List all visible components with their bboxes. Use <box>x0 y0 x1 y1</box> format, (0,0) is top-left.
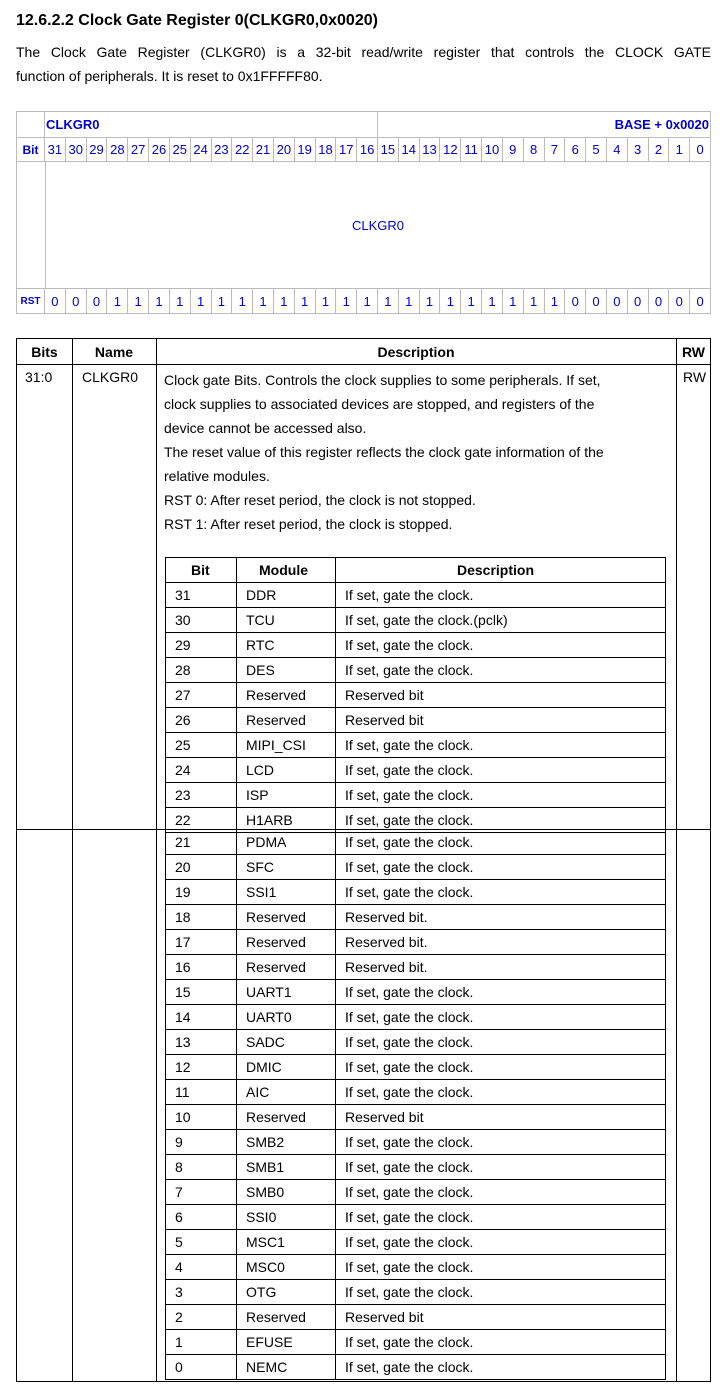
reset-value-cell: 1 <box>440 289 461 314</box>
module-table-header <box>166 558 665 583</box>
field-bits: 31:0 <box>25 369 53 385</box>
module-row <box>166 658 665 683</box>
module-name: TCU <box>246 612 275 628</box>
module-description: If set, gate the clock. <box>345 984 474 1000</box>
module-row <box>166 955 665 980</box>
module-description: Reserved bit <box>345 712 424 728</box>
module-name: DDR <box>246 587 277 603</box>
module-description: If set, gate the clock. <box>345 1259 474 1275</box>
module-description: If set, gate the clock. <box>345 1159 474 1175</box>
module-description: If set, gate the clock. <box>345 1209 474 1225</box>
bit-number-cell: 31 <box>45 138 66 161</box>
module-name: PDMA <box>246 834 287 850</box>
module-name: SSI0 <box>246 1209 277 1225</box>
bit-number-cell: 11 <box>461 138 482 161</box>
module-row <box>166 783 665 808</box>
module-name: AIC <box>246 1084 270 1100</box>
module-name: Reserved <box>246 909 306 925</box>
bit-label: Bit <box>17 138 45 161</box>
module-row <box>166 1280 665 1305</box>
intro-paragraph <box>16 40 711 88</box>
bit-number-cell: 7 <box>545 138 566 161</box>
module-name: UART0 <box>246 1009 292 1025</box>
header-name: Name <box>94 344 134 360</box>
reset-value-cell: 0 <box>87 289 108 314</box>
bit-number-cell: 6 <box>565 138 586 161</box>
header-bits: Bits <box>31 344 58 360</box>
module-bit: 31 <box>175 587 191 603</box>
bit-number-cell: 23 <box>212 138 233 161</box>
bit-number-cell: 27 <box>128 138 149 161</box>
module-row <box>166 1230 665 1255</box>
module-row <box>166 930 665 955</box>
module-description: Reserved bit. <box>345 909 428 925</box>
reset-value-cell: 1 <box>336 289 357 314</box>
reset-value-cell: 0 <box>696 294 704 309</box>
module-name: UART1 <box>246 984 292 1000</box>
reset-value-cell: 1 <box>461 289 482 314</box>
module-row <box>166 1255 665 1280</box>
module-bit: 14 <box>175 1009 191 1025</box>
reset-value-cell: 1 <box>191 289 212 314</box>
intro-line-1: The Clock Gate Register (CLKGR0) is a 32-bit read/write register that controls the CLOCK GATE <box>16 44 711 60</box>
register-reset-row <box>17 288 710 314</box>
module-bit: 8 <box>175 1159 183 1175</box>
register-bit-row <box>17 138 710 162</box>
module-name: MSC0 <box>246 1259 285 1275</box>
reset-value-cell: 1 <box>420 289 441 314</box>
module-name: RTC <box>246 637 275 653</box>
module-name: SADC <box>246 1034 285 1050</box>
module-description: If set, gate the clock. <box>345 1084 474 1100</box>
module-bit: 22 <box>175 812 191 828</box>
module-bit: 4 <box>175 1259 183 1275</box>
module-bit: 30 <box>175 612 191 628</box>
bit-number-cell: 1 <box>669 138 690 161</box>
bit-number-cell: 2 <box>649 138 670 161</box>
header-module: Module <box>259 562 308 578</box>
field-table-part-1 <box>16 338 711 830</box>
bit-number-cell: 24 <box>191 138 212 161</box>
module-row <box>166 758 665 783</box>
bit-number-cell: 17 <box>336 138 357 161</box>
description-line: device cannot be accessed also. <box>164 420 367 436</box>
module-bit: 25 <box>175 737 191 753</box>
module-description: If set, gate the clock. <box>345 1034 474 1050</box>
module-description: Reserved bit <box>345 687 424 703</box>
header-description: Description <box>377 344 455 360</box>
module-row <box>166 1055 665 1080</box>
module-description: If set, gate the clock. <box>345 762 474 778</box>
module-bit: 17 <box>175 934 191 950</box>
bit-number-cell: 28 <box>107 138 128 161</box>
module-bit: 0 <box>175 1359 183 1375</box>
module-bit: 1 <box>175 1334 183 1350</box>
module-name: OTG <box>246 1284 277 1300</box>
module-bit: 7 <box>175 1184 183 1200</box>
register-field: CLKGR0 <box>45 162 710 288</box>
module-description: If set, gate the clock. <box>345 1334 474 1350</box>
module-description: Reserved bit. <box>345 959 428 975</box>
section-title: 12.6.2.2 Clock Gate Register 0(CLKGR0,0x0020) <box>16 12 378 29</box>
module-name: EFUSE <box>246 1334 293 1350</box>
bit-number-cell: 30 <box>66 138 87 161</box>
module-name: SMB2 <box>246 1134 285 1150</box>
header-rw: RW <box>681 344 706 360</box>
module-bit: 19 <box>175 884 191 900</box>
module-bit: 23 <box>175 787 191 803</box>
module-name: Reserved <box>246 934 306 950</box>
reset-value-cell: 1 <box>149 289 170 314</box>
module-description: If set, gate the clock. <box>345 834 474 850</box>
module-row <box>166 1080 665 1105</box>
reset-value-cell: 1 <box>399 289 420 314</box>
intro-line-2: function of peripherals. It is reset to 0x1FFFFF80. <box>16 68 323 84</box>
bit-number-cell: 10 <box>482 138 503 161</box>
reset-value-cell: 1 <box>128 289 149 314</box>
bit-number-cell: 13 <box>420 138 441 161</box>
register-diagram <box>16 111 711 314</box>
bit-number-cell: 26 <box>149 138 170 161</box>
bit-number-cell: 20 <box>274 138 295 161</box>
field-table-header <box>17 339 710 365</box>
module-bit: 28 <box>175 662 191 678</box>
module-description: If set, gate the clock. <box>345 587 474 603</box>
reset-value-cell: 0 <box>565 289 586 314</box>
module-description: If set, gate the clock. <box>345 812 474 828</box>
bit-number-cell: 18 <box>316 138 337 161</box>
module-bit: 9 <box>175 1134 183 1150</box>
module-description: If set, gate the clock. <box>345 1234 474 1250</box>
field-description <box>164 364 659 536</box>
module-bit: 16 <box>175 959 191 975</box>
module-description: Reserved bit <box>345 1309 424 1325</box>
reset-value-cell: 1 <box>107 289 128 314</box>
module-row <box>166 1030 665 1055</box>
bit-number-cell: 16 <box>357 138 378 161</box>
module-bit: 18 <box>175 909 191 925</box>
module-name: SMB0 <box>246 1184 285 1200</box>
module-name: MSC1 <box>246 1234 285 1250</box>
module-row <box>166 1155 665 1180</box>
module-bit: 2 <box>175 1309 183 1325</box>
module-name: MIPI_CSI <box>246 737 306 753</box>
reset-value-cell: 0 <box>45 289 66 314</box>
module-name: DMIC <box>246 1059 282 1075</box>
module-row <box>166 733 665 758</box>
module-description: If set, gate the clock. <box>345 1009 474 1025</box>
bit-number-cell: 0 <box>696 142 704 157</box>
module-description: Reserved bit. <box>345 934 428 950</box>
header-module-description: Description <box>457 562 535 578</box>
module-bit: 12 <box>175 1059 191 1075</box>
module-name: LCD <box>246 762 275 778</box>
description-line: clock supplies to associated devices are stopped, and registers of the <box>164 396 595 412</box>
module-row <box>166 880 665 905</box>
reset-value-cell: 1 <box>295 289 316 314</box>
bit-number-cells <box>45 138 710 161</box>
field-table-part-2 <box>16 829 711 1382</box>
module-description: If set, gate the clock. <box>345 1184 474 1200</box>
module-row <box>166 1330 665 1355</box>
bit-number-cell: 22 <box>232 138 253 161</box>
field-rw: RW <box>683 369 707 385</box>
reset-value-cell: 1 <box>316 289 337 314</box>
bit-number-cell: 21 <box>253 138 274 161</box>
module-bit: 20 <box>175 859 191 875</box>
reset-value-cell: 1 <box>378 289 399 314</box>
module-name: Reserved <box>246 1109 306 1125</box>
module-name: Reserved <box>246 959 306 975</box>
register-header-row <box>17 112 710 138</box>
register-name: CLKGR0 <box>45 112 378 137</box>
module-bit: 21 <box>175 834 191 850</box>
description-line: Clock gate Bits. Controls the clock supplies to some peripherals. If set, <box>164 372 601 388</box>
module-row <box>166 1355 665 1380</box>
field-name: CLKGR0 <box>82 369 139 385</box>
reset-value-cell: 1 <box>482 289 503 314</box>
rst-label: RST <box>17 289 45 314</box>
module-row <box>166 1205 665 1230</box>
module-bit: 24 <box>175 762 191 778</box>
module-bit: 11 <box>175 1084 190 1100</box>
bit-number-cell: 3 <box>628 138 649 161</box>
reset-value-cell: 1 <box>357 289 378 314</box>
module-table-part-1 <box>165 557 666 833</box>
reset-value-cell: 1 <box>503 289 524 314</box>
bit-number-cell: 19 <box>295 138 316 161</box>
reset-value-cells <box>45 289 710 314</box>
module-name: SFC <box>246 859 274 875</box>
module-name: DES <box>246 662 275 678</box>
module-row <box>166 708 665 733</box>
reset-value-cell: 1 <box>232 289 253 314</box>
reset-value-cell: 1 <box>170 289 191 314</box>
module-description: If set, gate the clock. <box>345 637 474 653</box>
module-name: NEMC <box>246 1359 288 1375</box>
module-row <box>166 830 665 855</box>
module-description: If set, gate the clock. <box>345 662 474 678</box>
reset-value-cell: 0 <box>66 289 87 314</box>
module-description: If set, gate the clock. <box>345 1359 474 1375</box>
module-description: If set, gate the clock. <box>345 1284 474 1300</box>
module-row <box>166 583 665 608</box>
module-bit: 3 <box>175 1284 183 1300</box>
module-description: If set, gate the clock. <box>345 787 474 803</box>
register-base-address: BASE + 0x0020 <box>614 117 709 132</box>
module-description: If set, gate the clock. <box>345 884 474 900</box>
module-name: ISP <box>246 787 269 803</box>
module-bit: 27 <box>175 687 191 703</box>
bit-number-cell: 29 <box>87 138 108 161</box>
module-row <box>166 1180 665 1205</box>
module-row <box>166 608 665 633</box>
reset-value-cell: 0 <box>586 289 607 314</box>
module-bit: 5 <box>175 1234 183 1250</box>
bit-number-cell: 5 <box>586 138 607 161</box>
module-name: SMB1 <box>246 1159 285 1175</box>
module-bit: 6 <box>175 1209 183 1225</box>
reset-value-cell: 0 <box>607 289 628 314</box>
module-row <box>166 633 665 658</box>
reset-value-cell: 1 <box>524 289 545 314</box>
module-row <box>166 905 665 930</box>
module-description: If set, gate the clock. <box>345 737 474 753</box>
description-line: The reset value of this register reflects the clock gate information of the <box>164 444 604 460</box>
module-description: If set, gate the clock. <box>345 1134 474 1150</box>
bit-number-cell: 12 <box>440 138 461 161</box>
bit-number-cell: 25 <box>170 138 191 161</box>
module-table-part-2 <box>165 830 666 1380</box>
reset-value-cell: 1 <box>212 289 233 314</box>
description-line: RST 1: After reset period, the clock is stopped. <box>164 516 453 532</box>
module-row <box>166 1105 665 1130</box>
description-line: RST 0: After reset period, the clock is not stopped. <box>164 492 476 508</box>
bit-number-cell: 4 <box>607 138 628 161</box>
bit-number-cell: 15 <box>378 138 399 161</box>
module-bit: 15 <box>175 984 191 1000</box>
module-row <box>166 683 665 708</box>
module-bit: 26 <box>175 712 191 728</box>
module-name: Reserved <box>246 1309 306 1325</box>
module-description: If set, gate the clock. <box>345 859 474 875</box>
module-description: Reserved bit <box>345 1109 424 1125</box>
module-bit: 29 <box>175 637 191 653</box>
module-name: H1ARB <box>246 812 293 828</box>
reset-value-cell: 0 <box>649 289 670 314</box>
reset-value-cell: 1 <box>274 289 295 314</box>
reset-value-cell: 0 <box>669 289 690 314</box>
reset-value-cell: 1 <box>253 289 274 314</box>
bit-number-cell: 8 <box>524 138 545 161</box>
module-row <box>166 1130 665 1155</box>
bit-number-cell: 9 <box>503 138 524 161</box>
description-line: relative modules. <box>164 468 270 484</box>
header-bit: Bit <box>191 562 210 578</box>
module-row <box>166 1005 665 1030</box>
module-name: Reserved <box>246 687 306 703</box>
module-name: Reserved <box>246 712 306 728</box>
module-row <box>166 1305 665 1330</box>
reset-value-cell: 1 <box>545 289 566 314</box>
module-bit: 10 <box>175 1109 191 1125</box>
module-row <box>166 855 665 880</box>
module-description: If set, gate the clock. <box>345 1059 474 1075</box>
module-description: If set, gate the clock.(pclk) <box>345 612 508 628</box>
module-row <box>166 980 665 1005</box>
module-bit: 13 <box>175 1034 191 1050</box>
reset-value-cell: 0 <box>628 289 649 314</box>
bit-number-cell: 14 <box>399 138 420 161</box>
module-name: SSI1 <box>246 884 277 900</box>
